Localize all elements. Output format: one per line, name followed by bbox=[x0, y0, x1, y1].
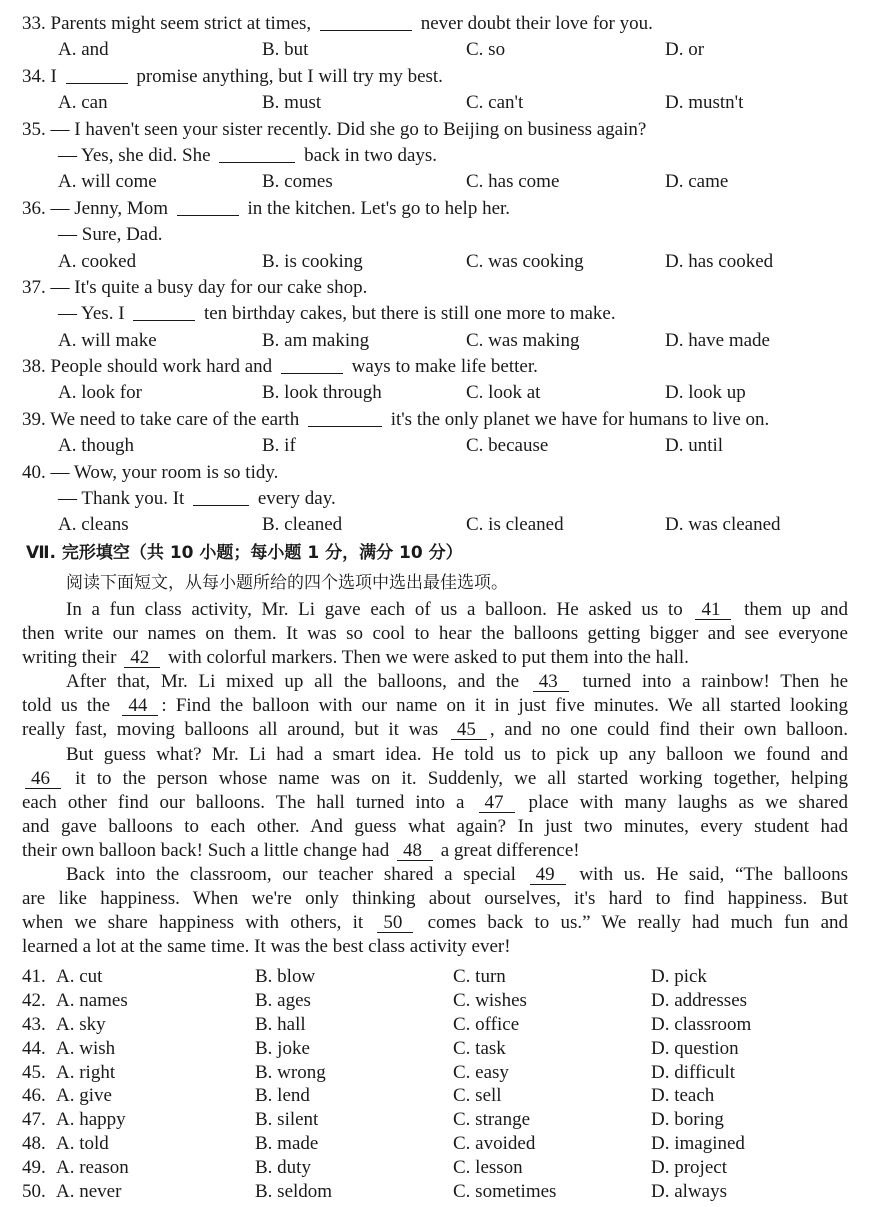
section-title: Ⅶ. 完形填空（共 10 小题；每小题 1 分，满分 10 分） bbox=[26, 543, 463, 563]
question-stem bbox=[22, 143, 862, 169]
answer-row bbox=[22, 1013, 862, 1037]
question-number: 33. bbox=[22, 13, 46, 34]
option: C. strange bbox=[453, 1109, 531, 1131]
passage-line: But guess what? Mr. Li had a smart idea. He told us to pick up any balloon we found and bbox=[66, 743, 848, 765]
cloze-options bbox=[22, 965, 862, 1204]
passage-line: Back into the classroom, our teacher shared a special 49 with us. He said, “The balloons bbox=[66, 864, 848, 886]
option: A. give bbox=[56, 1085, 112, 1107]
question-text bbox=[51, 119, 647, 140]
option: C. look at bbox=[466, 382, 541, 404]
blank-43: 43 bbox=[533, 673, 569, 692]
option: C. wishes bbox=[453, 989, 527, 1011]
option: C. so bbox=[466, 39, 506, 61]
option: B. joke bbox=[255, 1037, 310, 1059]
option: B. silent bbox=[255, 1109, 319, 1131]
question-stem bbox=[22, 275, 862, 301]
passage-line: After that, Mr. Li mixed up all the balloons, and the 43 turned into a rainbow! Then he bbox=[66, 671, 849, 693]
passage-line: writing their 42 with colorful markers. Then we were asked to put them into the hall. bbox=[22, 647, 689, 669]
passage-line: when we share happiness with others, it 50 comes back to us.” We really had much fun and bbox=[22, 912, 848, 934]
option: B. cleaned bbox=[262, 514, 343, 536]
passage-line: and gave balloons to each other. And guess what again? In just two minutes, every student had bbox=[22, 815, 848, 837]
option: D. boring bbox=[651, 1109, 724, 1131]
stem-text: — Wow, your room is so tidy. bbox=[50, 461, 279, 483]
blank-49: 49 bbox=[530, 866, 566, 885]
option: A. never bbox=[56, 1181, 122, 1203]
section-instruction: 阅读下面短文，从每小题所给的四个选项中选出最佳选项。 bbox=[66, 573, 508, 593]
option-row bbox=[22, 433, 862, 459]
option: D. until bbox=[665, 435, 724, 457]
option: D. mustn't bbox=[665, 92, 744, 114]
option: D. classroom bbox=[651, 1013, 752, 1035]
answer-row bbox=[22, 1156, 862, 1180]
stem-text: every day. bbox=[253, 488, 336, 510]
option-row bbox=[22, 37, 862, 63]
question-stem bbox=[22, 117, 862, 143]
option: C. can't bbox=[466, 92, 524, 114]
answer-blank bbox=[133, 302, 195, 321]
answer-blank bbox=[308, 408, 382, 427]
blank-46: 46 bbox=[25, 770, 61, 789]
option: D. was cleaned bbox=[665, 514, 781, 536]
stem-text: promise anything, but I will try my best. bbox=[131, 65, 443, 87]
option: D. addresses bbox=[651, 989, 748, 1011]
option: B. but bbox=[262, 39, 309, 61]
blank-44: 44 bbox=[122, 697, 158, 716]
option: D. difficult bbox=[651, 1061, 736, 1083]
blank-45: 45 bbox=[451, 721, 487, 740]
option: B. comes bbox=[262, 171, 333, 193]
option: A. look for bbox=[58, 382, 142, 404]
passage-line: 46 it to the person whose name was on it. Suddenly, we all started working together, helping bbox=[22, 767, 848, 791]
option: B. am making bbox=[262, 329, 370, 351]
stem-text: — Thank you. It bbox=[58, 488, 190, 510]
stem-text: We need to take care of the earth bbox=[50, 408, 304, 430]
answer-row bbox=[22, 989, 862, 1013]
answer-row bbox=[22, 1132, 862, 1156]
passage-line: are like happiness. When we're only thinking about ourselves, it's hard to find happiness. But bbox=[22, 888, 848, 910]
stem-text: — Yes, she did. She bbox=[58, 144, 216, 166]
question-text bbox=[58, 488, 336, 509]
option: A. cooked bbox=[58, 250, 137, 272]
option: C. office bbox=[453, 1013, 520, 1035]
stem-text: — I haven't seen your sister recently. Did she go to Beijing on business again? bbox=[50, 118, 647, 140]
answer-row bbox=[22, 1037, 862, 1061]
option: C. was making bbox=[466, 329, 580, 351]
option: D. question bbox=[651, 1037, 739, 1059]
option: A. cut bbox=[56, 966, 103, 987]
option: B. if bbox=[262, 435, 296, 457]
question-stem bbox=[22, 301, 862, 327]
answer-number: 45. bbox=[22, 1061, 46, 1083]
option: C. sometimes bbox=[453, 1181, 557, 1203]
option: B. ages bbox=[255, 989, 311, 1011]
option: C. avoided bbox=[453, 1133, 536, 1155]
blank-48: 48 bbox=[397, 842, 433, 861]
stem-text: — Jenny, Mom bbox=[50, 197, 173, 219]
answer-number: 43. bbox=[22, 1013, 46, 1035]
option: C. lesson bbox=[453, 1157, 523, 1179]
question-text bbox=[58, 145, 437, 166]
option: A. happy bbox=[56, 1109, 126, 1131]
question-text bbox=[58, 303, 616, 324]
answer-blank bbox=[193, 487, 249, 506]
option-row bbox=[22, 169, 862, 195]
option: B. is cooking bbox=[262, 250, 363, 272]
option: C. is cleaned bbox=[466, 514, 564, 536]
option: B. seldom bbox=[255, 1181, 333, 1203]
stem-text: — Yes. I bbox=[58, 303, 130, 325]
option: D. look up bbox=[665, 382, 746, 404]
option: C. because bbox=[466, 435, 549, 457]
passage-line: their own balloon back! Such a little change had 48 a great difference! bbox=[22, 839, 580, 861]
option-row bbox=[22, 512, 862, 538]
blank-41: 41 bbox=[695, 601, 731, 620]
stem-text: ways to make life better. bbox=[346, 356, 538, 378]
answer-number: 44. bbox=[22, 1037, 46, 1059]
question-text bbox=[51, 198, 511, 219]
stem-text: back in two days. bbox=[299, 144, 438, 166]
option: A. cleans bbox=[58, 514, 129, 536]
option-row bbox=[22, 90, 862, 116]
answer-blank bbox=[219, 144, 295, 163]
question-stem bbox=[22, 460, 862, 486]
question-stem bbox=[22, 354, 862, 380]
stem-text: in the kitchen. Let's go to help her. bbox=[242, 197, 511, 219]
question-text bbox=[58, 224, 162, 245]
option: D. has cooked bbox=[665, 250, 774, 272]
option-row bbox=[22, 380, 862, 406]
question-text bbox=[51, 462, 279, 483]
answer-blank bbox=[320, 12, 412, 31]
question-number: 34. bbox=[22, 65, 46, 87]
option: C. was cooking bbox=[466, 250, 584, 272]
option: D. teach bbox=[651, 1085, 715, 1107]
passage-line: each other find our balloons. The hall turned into a 47 place with many laughs as we shared bbox=[22, 791, 849, 813]
passage-line: told us the 44 : Find the balloon with our name on it in just five minutes. We all started looking bbox=[22, 695, 849, 717]
passage-line: then write our names on them. It was so cool to hear the balloons getting bigger and see everyone bbox=[22, 623, 848, 645]
option: C. easy bbox=[453, 1061, 509, 1083]
option: A. can bbox=[58, 92, 108, 114]
question-number: 36. bbox=[22, 197, 46, 219]
option: D. or bbox=[665, 39, 705, 61]
answer-number: 50. bbox=[22, 1181, 46, 1203]
option: D. imagined bbox=[651, 1133, 745, 1155]
option: A. and bbox=[58, 39, 109, 61]
answer-number: 48. bbox=[22, 1133, 46, 1155]
option: B. hall bbox=[255, 1013, 306, 1035]
option: A. wish bbox=[56, 1037, 116, 1059]
stem-text: — Sure, Dad. bbox=[58, 224, 163, 246]
answer-blank bbox=[66, 65, 128, 84]
answer-row bbox=[22, 1108, 862, 1132]
blank-42: 42 bbox=[124, 649, 160, 668]
option: C. turn bbox=[453, 966, 506, 987]
question-text bbox=[51, 277, 368, 298]
question-text bbox=[50, 409, 769, 430]
option: D. always bbox=[651, 1181, 727, 1203]
question-text bbox=[51, 356, 538, 377]
question-number: 38. bbox=[22, 356, 46, 378]
option: C. task bbox=[453, 1037, 506, 1059]
blank-47: 47 bbox=[479, 794, 515, 813]
option: C. has come bbox=[466, 171, 560, 193]
stem-text: — It's quite a busy day for our cake shop. bbox=[50, 276, 368, 298]
stem-text: it's the only planet we have for humans to live on. bbox=[385, 408, 770, 430]
option: A. sky bbox=[56, 1013, 106, 1035]
question-stem bbox=[22, 407, 862, 433]
option: D. pick bbox=[651, 966, 707, 987]
question-number: 40. bbox=[22, 461, 46, 483]
option: C. sell bbox=[453, 1085, 502, 1107]
question-number: 35. bbox=[22, 118, 46, 140]
option: A. reason bbox=[56, 1157, 129, 1179]
question-stem bbox=[22, 64, 862, 90]
answer-number: 42. bbox=[22, 989, 46, 1011]
question-stem bbox=[22, 196, 862, 222]
option-row bbox=[22, 249, 862, 275]
answer-row bbox=[22, 1084, 862, 1108]
answer-row bbox=[22, 1180, 862, 1204]
passage-line: learned a lot at the same time. It was the best class activity ever! bbox=[22, 936, 511, 958]
cloze-passage bbox=[22, 598, 848, 959]
option: D. came bbox=[665, 171, 729, 193]
question-text bbox=[51, 66, 443, 87]
answer-blank bbox=[177, 197, 239, 216]
passage-line: In a fun class activity, Mr. Li gave each of us a balloon. He asked us to 41 them up and bbox=[66, 599, 848, 620]
question-text bbox=[51, 13, 653, 34]
passage-line: really fast, moving balloons all around, but it was 45 , and no one could find their own balloon. bbox=[22, 719, 848, 741]
option: B. made bbox=[255, 1133, 319, 1155]
option-row bbox=[22, 328, 862, 354]
stem-text: ten birthday cakes, but there is still one more to make. bbox=[199, 303, 616, 325]
option: A. will make bbox=[58, 329, 157, 351]
question-stem bbox=[22, 11, 862, 37]
question-number: 37. bbox=[22, 276, 46, 298]
question-stem bbox=[22, 486, 862, 512]
answer-number: 46. bbox=[22, 1085, 46, 1107]
grammar-questions bbox=[22, 11, 862, 539]
option: D. have made bbox=[665, 329, 770, 351]
option: D. project bbox=[651, 1157, 727, 1179]
option: B. blow bbox=[255, 966, 316, 987]
option: B. lend bbox=[255, 1085, 310, 1107]
question-number: 39. bbox=[22, 408, 46, 430]
answer-blank bbox=[281, 355, 343, 374]
stem-text: never doubt their love for you. bbox=[415, 13, 653, 34]
option: B. must bbox=[262, 92, 322, 114]
option: A. though bbox=[58, 435, 134, 457]
option: B. look through bbox=[262, 382, 382, 404]
option: A. told bbox=[56, 1133, 109, 1155]
option: B. duty bbox=[255, 1157, 311, 1179]
option: A. names bbox=[56, 989, 128, 1011]
answer-row bbox=[22, 1061, 862, 1085]
blank-50: 50 bbox=[377, 914, 413, 933]
answer-number: 47. bbox=[22, 1109, 46, 1131]
option: A. will come bbox=[58, 171, 157, 193]
option: B. wrong bbox=[255, 1061, 326, 1083]
answer-number: 49. bbox=[22, 1157, 46, 1179]
stem-text: People should work hard and bbox=[50, 356, 277, 378]
answer-row bbox=[22, 965, 862, 989]
question-stem bbox=[22, 222, 862, 248]
option: A. right bbox=[56, 1061, 116, 1083]
stem-text: Parents might seem strict at times, bbox=[50, 13, 316, 34]
stem-text: I bbox=[50, 65, 62, 87]
answer-number: 41. bbox=[22, 966, 46, 987]
